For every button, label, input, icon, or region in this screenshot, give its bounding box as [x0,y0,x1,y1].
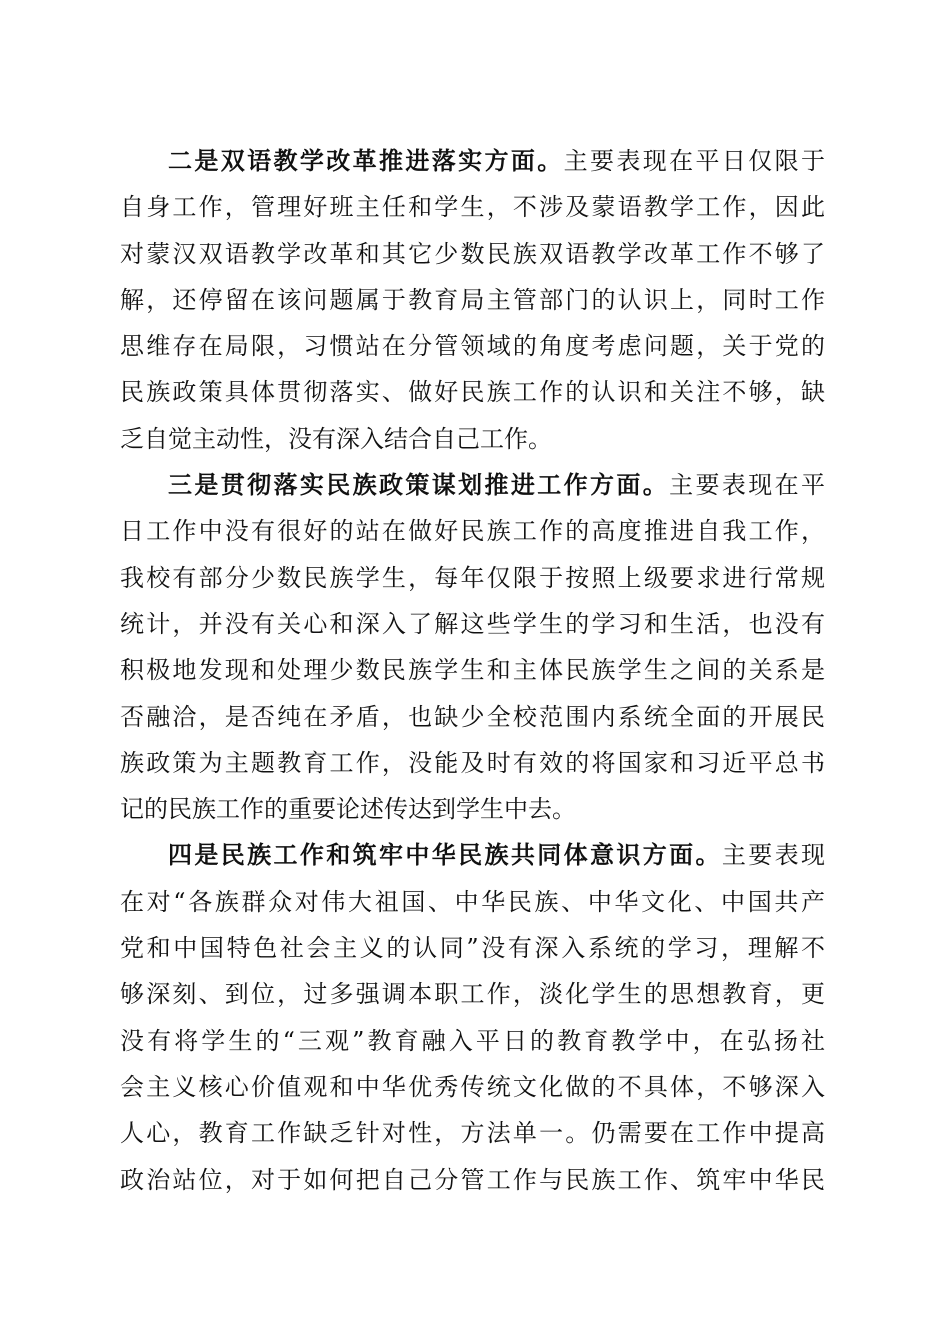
paragraph-line: 否融洽，是否纯在矛盾，也缺少全校范围内系统全面的开展民 [120,702,825,731]
paragraph-line [120,832,825,878]
paragraph-line: 解，还停留在该问题属于教育局主管部门的认识上，同时工作 [120,285,825,314]
paragraph-lead: 三是贯彻落实民族政策谋划推进工作方面。 [168,471,670,500]
paragraph-line: 在对“各族群众对伟大祖国、中华民族、中华文化、中国共产 [120,887,825,916]
paragraph-line [120,138,825,184]
paragraph-line: 我校有部分少数民族学生，每年仅限于按照上级要求进行常规 [120,563,825,592]
paragraph-line: 对蒙汉双语教学改革和其它少数民族双语教学改革工作不够了 [120,239,825,268]
paragraph-line: 民族政策具体贯彻落实、做好民族工作的认识和关注不够，缺 [120,378,825,407]
paragraph-line: 积极地发现和处理少数民族学生和主体民族学生之间的关系是 [120,656,825,685]
paragraph-line: 自身工作，管理好班主任和学生，不涉及蒙语教学工作，因此 [120,193,825,222]
paragraph-line: 乏自觉主动性，没有深入结合自己工作。 [120,424,552,453]
paragraph-text: 主要表现在平日仅限于 [563,147,825,175]
paragraph-line: 人心，教育工作缺乏针对性，方法单一。仍需要在工作中提高 [120,1119,825,1148]
paragraph-lead: 二是双语教学改革推进落实方面。 [168,147,564,175]
paragraph-line: 统计，并没有关心和深入了解这些学生的学习和生活，也没有 [120,609,825,638]
paragraph-line: 族政策为主题教育工作，没能及时有效的将国家和习近平总书 [120,748,825,777]
paragraph-text: 主要表现在平 [669,471,825,500]
paragraph-line: 思维存在局限，习惯站在分管领域的角度考虑问题，关于党的 [120,332,825,361]
paragraph-line: 日工作中没有很好的站在做好民族工作的高度推进自我工作， [120,517,825,546]
paragraph-text: 主要表现 [721,841,825,870]
document-body [120,138,825,1203]
paragraph-line [120,462,825,508]
paragraph-line: 没有将学生的“三观”教育融入平日的教育教学中，在弘扬社 [120,1026,825,1055]
paragraph-line: 够深刻、到位，过多强调本职工作，淡化学生的思想教育，更 [120,980,825,1009]
paragraph-line: 政治站位，对于如何把自己分管工作与民族工作、筑牢中华民 [120,1165,825,1194]
paragraph-line: 记的民族工作的重要论述传达到学生中去。 [120,795,576,824]
paragraph-lead: 四是民族工作和筑牢中华民族共同体意识方面。 [168,841,722,870]
paragraph-line: 会主义核心价值观和中华优秀传统文化做的不具体，不够深入 [120,1072,825,1101]
paragraph-line: 党和中国特色社会主义的认同”没有深入系统的学习，理解不 [120,934,825,963]
